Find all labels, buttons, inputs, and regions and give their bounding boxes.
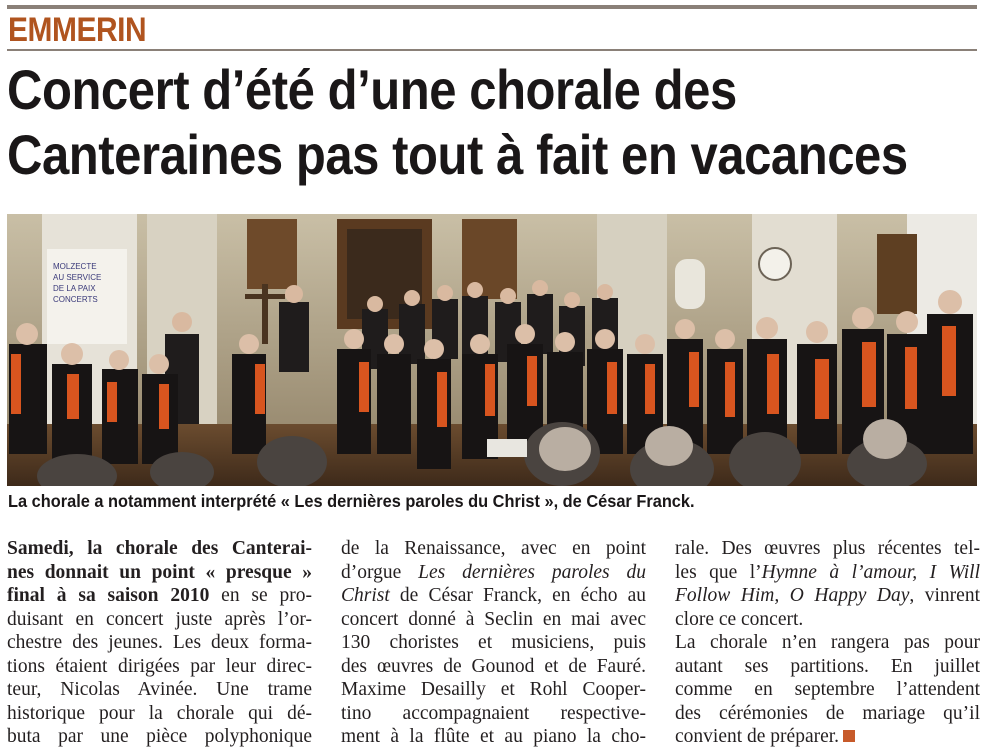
article-column-2 xyxy=(341,537,646,749)
article-column-1 xyxy=(7,537,312,749)
col1-line: duisant en concert juste après l’or- xyxy=(7,608,312,630)
choir-photo xyxy=(7,214,977,486)
work-title: Les dernières paroles du xyxy=(418,561,647,583)
col3-line: autant ses partitions. En juillet xyxy=(675,655,980,677)
col2-line xyxy=(341,561,646,585)
col2-line: Maxime Desailly et Rohl Cooper- xyxy=(341,679,646,700)
col1-line: chestre des jeunes. Les deux forma- xyxy=(7,632,312,653)
col2-line: tino accompagnaient respective- xyxy=(341,702,646,724)
body-text: les que l’ xyxy=(675,561,762,583)
section-kicker: EMMERIN xyxy=(8,11,147,49)
body-text: d’orgue xyxy=(341,561,419,583)
col2-line: de la Renaissance, avec en point xyxy=(341,538,646,559)
col2-line: 130 choristes et musiciens, puis xyxy=(341,632,646,653)
body-text: convient de préparer. xyxy=(675,726,840,747)
headline xyxy=(7,57,978,187)
col2-line: ment à la flûte et au piano la cho- xyxy=(341,726,646,747)
article-column-3 xyxy=(675,537,980,749)
col1-line: historique pour la chorale qui dé- xyxy=(7,702,312,724)
poster-line-4: CONCERTS xyxy=(53,295,98,304)
kicker-rule xyxy=(7,49,977,51)
body-text: en se pro- xyxy=(209,585,312,606)
col2-line: concert donné à Seclin en mai avec xyxy=(341,608,646,630)
top-rule xyxy=(7,5,977,9)
headline-line-2: Canteraines pas tout à fait en vacances xyxy=(7,123,908,186)
poster-line-2: AU SERVICE xyxy=(53,273,102,282)
col1-line xyxy=(7,537,312,561)
poster-line-1: MOLZECTE xyxy=(53,262,97,271)
col2-line: des œuvres de Gounod et de Fauré. xyxy=(341,655,646,677)
col3-line: des cérémonies de mariage qu’il xyxy=(675,702,980,724)
col3-line: comme en septembre l’attendent xyxy=(675,679,980,700)
choir-photo-illustration xyxy=(7,214,977,486)
col3-line: clore ce concert. xyxy=(675,608,804,630)
work-title: Follow Him, O Happy Day xyxy=(675,585,910,606)
body-text: de César Franck, en écho au xyxy=(389,585,646,606)
col1-line: buta par une pièce polyphonique xyxy=(7,726,312,747)
col1-line: teur, Nicolas Avinée. Une trame xyxy=(7,679,312,700)
photo-caption: La chorale a notamment interprété « Les dernières paroles du Christ », de César Franck. xyxy=(8,491,695,511)
poster-line-3: DE LA PAIX xyxy=(53,284,96,293)
lead-text: nes donnait un point « presque » xyxy=(7,561,312,583)
end-of-article-mark xyxy=(843,730,855,742)
col1-line: tions étaient dirigées par leur direc- xyxy=(7,655,312,677)
col3-line xyxy=(675,584,980,608)
lead-text: Samedi, la chorale des Canterai- xyxy=(7,538,312,559)
col3-line: La chorale n’en rangera pas pour xyxy=(675,632,980,653)
headline-line-1: Concert d’été d’une chorale des xyxy=(7,58,737,121)
col3-line: rale. Des œuvres plus récentes tel- xyxy=(675,538,980,559)
work-title: Hymne à l’amour, I Will xyxy=(761,561,980,583)
col1-line xyxy=(7,561,312,585)
body-text: , vinrent xyxy=(909,585,980,606)
col2-line xyxy=(341,584,646,608)
col3-line xyxy=(675,561,980,585)
lead-text: final à sa saison 2010 xyxy=(7,585,210,606)
work-title: Christ xyxy=(341,585,390,606)
col1-line xyxy=(7,584,312,608)
col3-line xyxy=(675,725,980,749)
